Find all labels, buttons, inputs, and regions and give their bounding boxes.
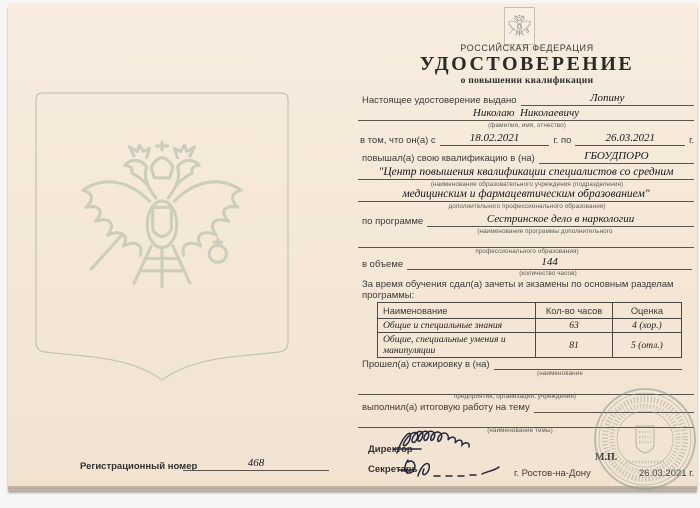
date-text: 26.03.2021 г. (639, 468, 695, 479)
round-seal-stamp (584, 386, 700, 494)
internship-label: Прошел(а) стажировку в (на) (362, 359, 490, 370)
registration-number-value: 468 (183, 457, 329, 471)
institution-line1-value: "Центр повышения квалификации специалистов со средним (358, 166, 694, 180)
eagle-watermark-icon (83, 142, 241, 286)
city-text: г. Ростов-на-Дону (514, 468, 591, 479)
period-row (360, 132, 694, 146)
country-name: РОССИЙСКАЯ ФЕДЕРАЦИЯ (460, 43, 594, 53)
table-row (378, 333, 682, 358)
issued-to-label: Настоящее удостоверение выдано (362, 95, 517, 106)
table-row (378, 319, 682, 333)
institution-abbr-value: ГБОУДПОРО (539, 150, 694, 164)
name-caption: (фамилия, имя, отчество) (488, 122, 566, 129)
name-patronymic-value: Николаю Николаевичу (358, 107, 694, 121)
program-caption2: профессионального образования) (475, 248, 579, 255)
internship-caption1: (наименование (537, 370, 583, 377)
registration-number-field (183, 457, 329, 471)
volume-value: 144 (407, 256, 692, 270)
volume-label: в объеме (362, 259, 404, 270)
cell-subject: Общие, специальные умения и манипуляции (378, 333, 536, 358)
surname-value: Лопину (521, 92, 694, 106)
program-empty-row (358, 234, 694, 248)
qualification-row (362, 150, 694, 164)
director-label: Директор (368, 444, 413, 455)
thesis-caption: (наименование темы) (487, 427, 553, 434)
period-prefix-label: в том, что он(а) с (360, 135, 436, 146)
date-from-value: 18.02.2021 (440, 132, 550, 146)
period-mid-label: г. по (553, 135, 572, 146)
institution-caption1: (наименование образовательного учреждения (подразделения) (430, 181, 624, 188)
cell-hours: 81 (536, 333, 613, 358)
institution-caption2: дополнительного профессионального образования) (448, 203, 606, 210)
program-caption1: (наименование программы дополнительного (477, 228, 613, 235)
volume-caption: (количество часов) (519, 270, 577, 277)
cell-hours: 63 (536, 319, 613, 333)
volume-row (362, 256, 692, 270)
thesis-label: выполнил(а) итоговую работу на тему (362, 402, 530, 413)
table-header-row (378, 303, 682, 319)
program-label: по программе (362, 216, 424, 227)
russia-emblem-icon (504, 7, 535, 45)
stamp-place-label: М.П. (595, 452, 618, 463)
name-row (358, 107, 694, 121)
coat-of-arms-watermark (33, 90, 291, 386)
exam-results-table (377, 302, 682, 358)
certificate-title: УДОСТОВЕРЕНИЕ (419, 53, 635, 75)
institution-line2-value: медицинским и фармацевтическим образованием" (358, 188, 694, 202)
program-row (362, 213, 694, 227)
period-suffix-label: г. (689, 135, 695, 146)
col-header-hours: Кол-во часов (536, 303, 613, 319)
registration-number-label: Регистрационный номер (80, 461, 198, 472)
secretary-signature (398, 452, 513, 484)
internship-caption2: предприятия, организации, учреждения) (453, 393, 577, 400)
col-header-mark: Оценка (612, 303, 681, 319)
exams-intro-text: За время обучения сдал(а) зачеты и экзамены по основным разделам программы: (362, 279, 674, 302)
col-header-name: Наименование (378, 303, 536, 319)
qualification-label: повышал(а) свою квалификацию в (на) (362, 153, 535, 164)
cell-mark: 5 (отл.) (612, 333, 681, 358)
certificate-subtitle: о повышении квалификации (460, 76, 594, 86)
internship-row (362, 356, 682, 370)
date-to-value: 26.03.2021 (575, 132, 685, 146)
institution-line2-row (358, 188, 694, 202)
program-value: Сестринское дело в наркологии (427, 213, 694, 227)
institution-line1-row (358, 166, 694, 180)
cell-mark: 4 (хор.) (612, 319, 681, 333)
cell-subject: Общие и специальные знания (378, 319, 536, 333)
issued-to-row (362, 92, 694, 106)
secretary-label: Секретарь (368, 464, 418, 475)
